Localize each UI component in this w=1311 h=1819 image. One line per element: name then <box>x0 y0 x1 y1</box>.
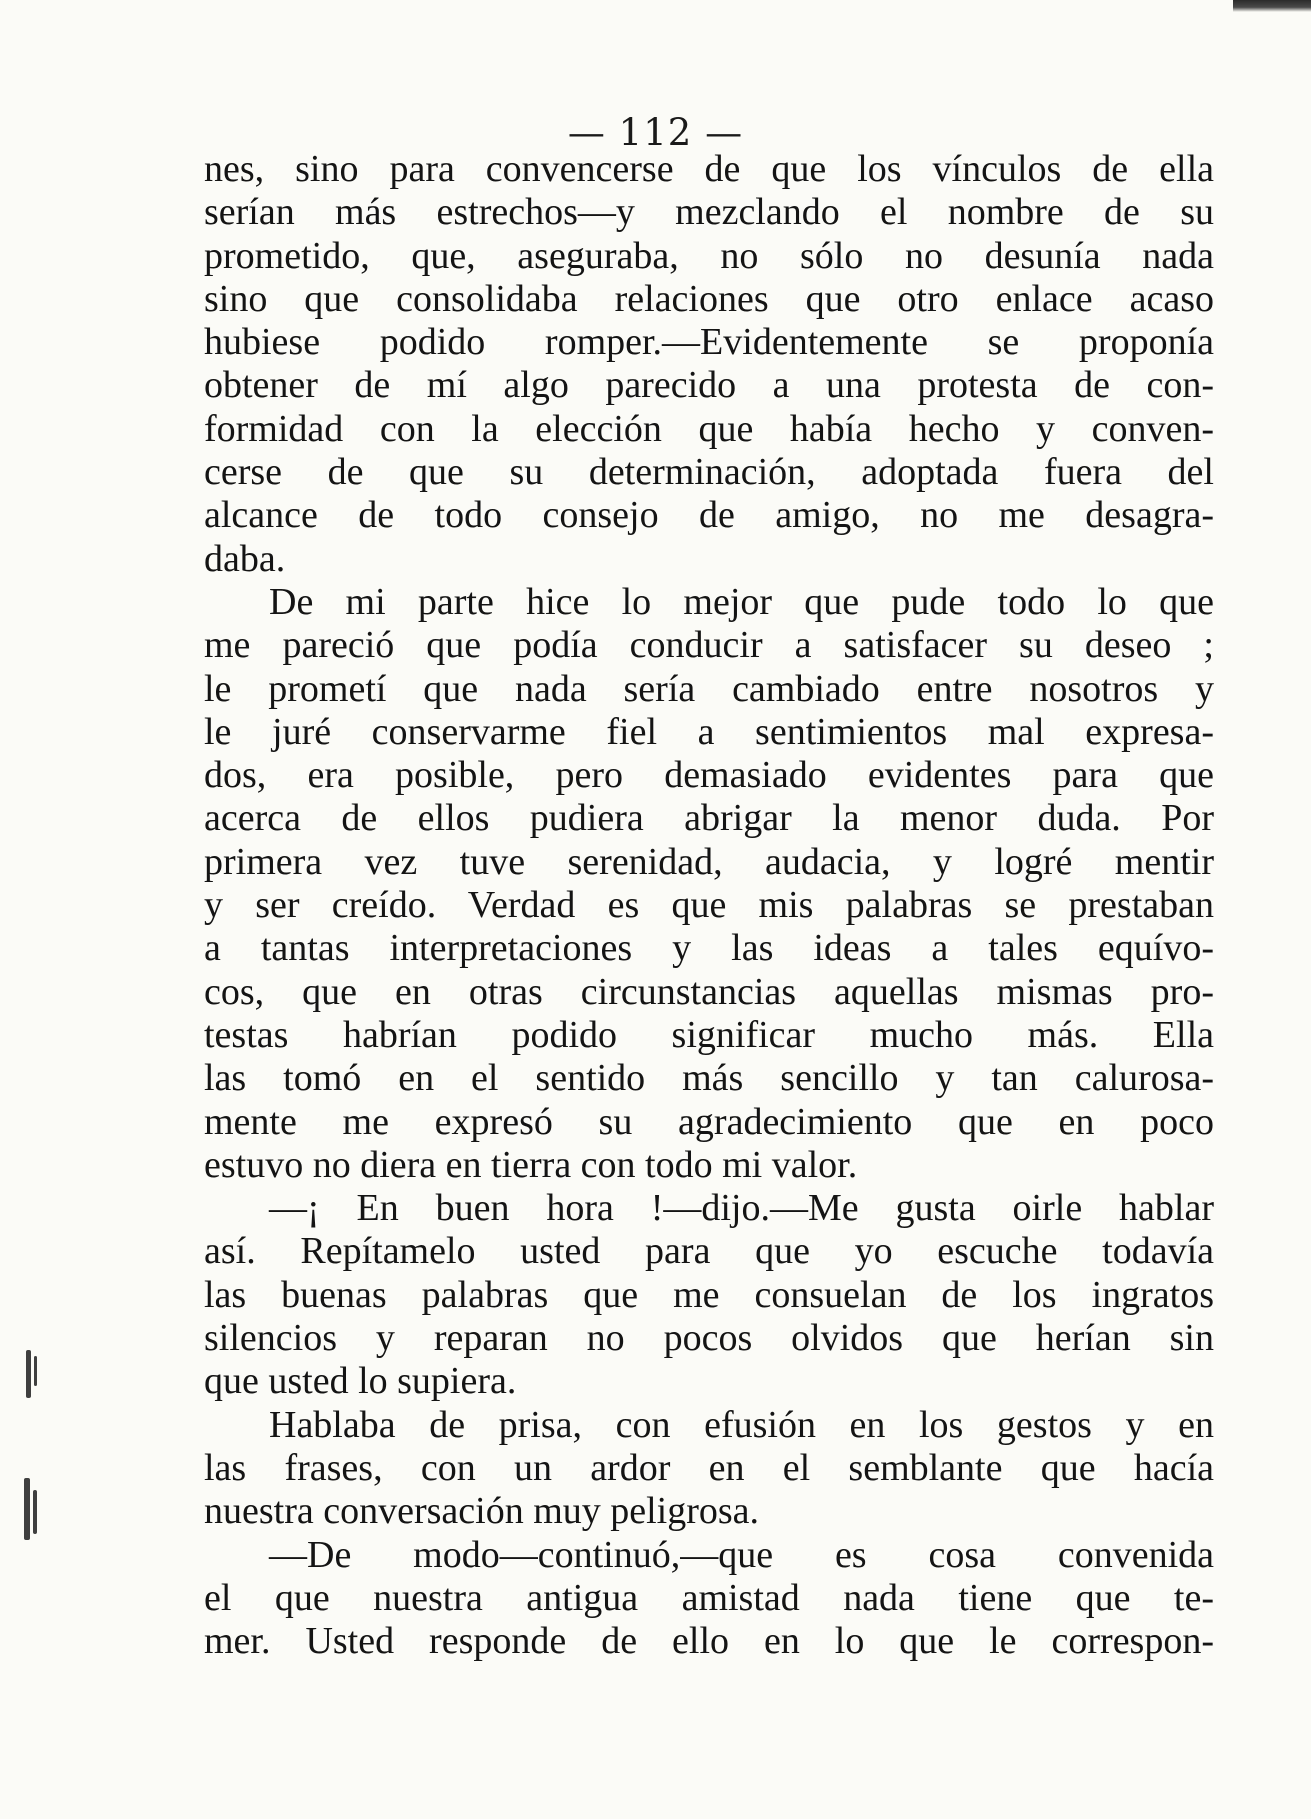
binding-mark <box>26 1350 31 1398</box>
text-line: estuvo no diera en tierra con todo mi valor. <box>204 1143 858 1186</box>
text-line: las tomó en el sentido más sencillo y tan calurosa- <box>204 1057 1214 1100</box>
text-line: el que nuestra antigua amistad nada tiene que te- <box>204 1576 1214 1619</box>
text-line: así. Repítamelo usted para que yo escuche todavía <box>204 1230 1214 1273</box>
text-line: formidad con la elección que había hecho y conven- <box>204 407 1214 450</box>
text-line: le juré conservarme fiel a sentimientos mal expresa- <box>204 710 1214 753</box>
text-line: acerca de ellos pudiera abrigar la menor duda. Por <box>204 797 1214 840</box>
paragraph <box>204 1534 1214 1664</box>
text-line: primera vez tuve serenidad, audacia, y logré mentir <box>204 840 1214 883</box>
text-line: sino que consolidaba relaciones que otro enlace acaso <box>204 277 1214 320</box>
binding-mark <box>33 1490 37 1534</box>
text-line: mente me expresó su agradecimiento que en poco <box>204 1100 1214 1143</box>
text-line: las frases, con un ardor en el semblante que hacía <box>204 1446 1214 1489</box>
text-line: mer. Usted responde de ello en lo que le correspon- <box>204 1620 1214 1663</box>
paragraph <box>204 581 1214 1187</box>
paragraph <box>204 1404 1214 1534</box>
text-line: —¡ En buen hora !—dijo.—Me gusta oirle hablar <box>269 1187 1214 1230</box>
text-line: y ser creído. Verdad es que mis palabras se prestaban <box>204 884 1214 927</box>
text-line: silencios y reparan no pocos olvidos que herían sin <box>204 1317 1214 1360</box>
text-line: nes, sino para convencerse de que los vínculos de ella <box>204 148 1214 190</box>
text-line: las buenas palabras que me consuelan de los ingratos <box>204 1273 1214 1316</box>
binding-mark <box>24 1478 30 1540</box>
text-line: hubiese podido romper.—Evidentemente se proponía <box>204 321 1214 364</box>
paragraph <box>204 1187 1214 1403</box>
text-line: prometido, que, aseguraba, no sólo no desunía nada <box>204 234 1214 277</box>
text-line: a tantas interpretaciones y las ideas a tales equívo- <box>204 927 1214 970</box>
paragraph <box>204 148 1214 581</box>
text-line: cerse de que su determinación, adoptada fuera del <box>204 451 1214 494</box>
text-line: le prometí que nada sería cambiado entre nosotros y <box>204 667 1214 710</box>
body-text <box>204 148 1214 1663</box>
text-line: daba. <box>204 537 286 580</box>
text-line: cos, que en otras circunstancias aquellas mismas pro- <box>204 970 1214 1013</box>
text-line: testas habrían podido significar mucho más. Ella <box>204 1013 1214 1056</box>
binding-mark <box>34 1356 37 1386</box>
page-number: — 112 — <box>567 111 744 154</box>
text-line: que usted lo supiera. <box>204 1360 517 1403</box>
scan-edge-mark <box>1233 0 1311 12</box>
text-line: —De modo—continuó,—que es cosa convenida <box>269 1533 1214 1576</box>
text-line: serían más estrechos—y mezclando el nombre de su <box>204 191 1214 234</box>
text-line: obtener de mí algo parecido a una protesta de con- <box>204 364 1214 407</box>
text-line: dos, era posible, pero demasiado evidentes para que <box>204 754 1214 797</box>
text-line: nuestra conversación muy peligrosa. <box>204 1490 760 1533</box>
text-line: Hablaba de prisa, con efusión en los gestos y en <box>269 1403 1214 1446</box>
text-line: me pareció que podía conducir a satisfacer su deseo ; <box>204 624 1214 667</box>
text-line: alcance de todo consejo de amigo, no me desagra- <box>204 494 1214 537</box>
text-line: De mi parte hice lo mejor que pude todo lo que <box>269 580 1214 623</box>
binding-marks <box>22 1350 62 1570</box>
